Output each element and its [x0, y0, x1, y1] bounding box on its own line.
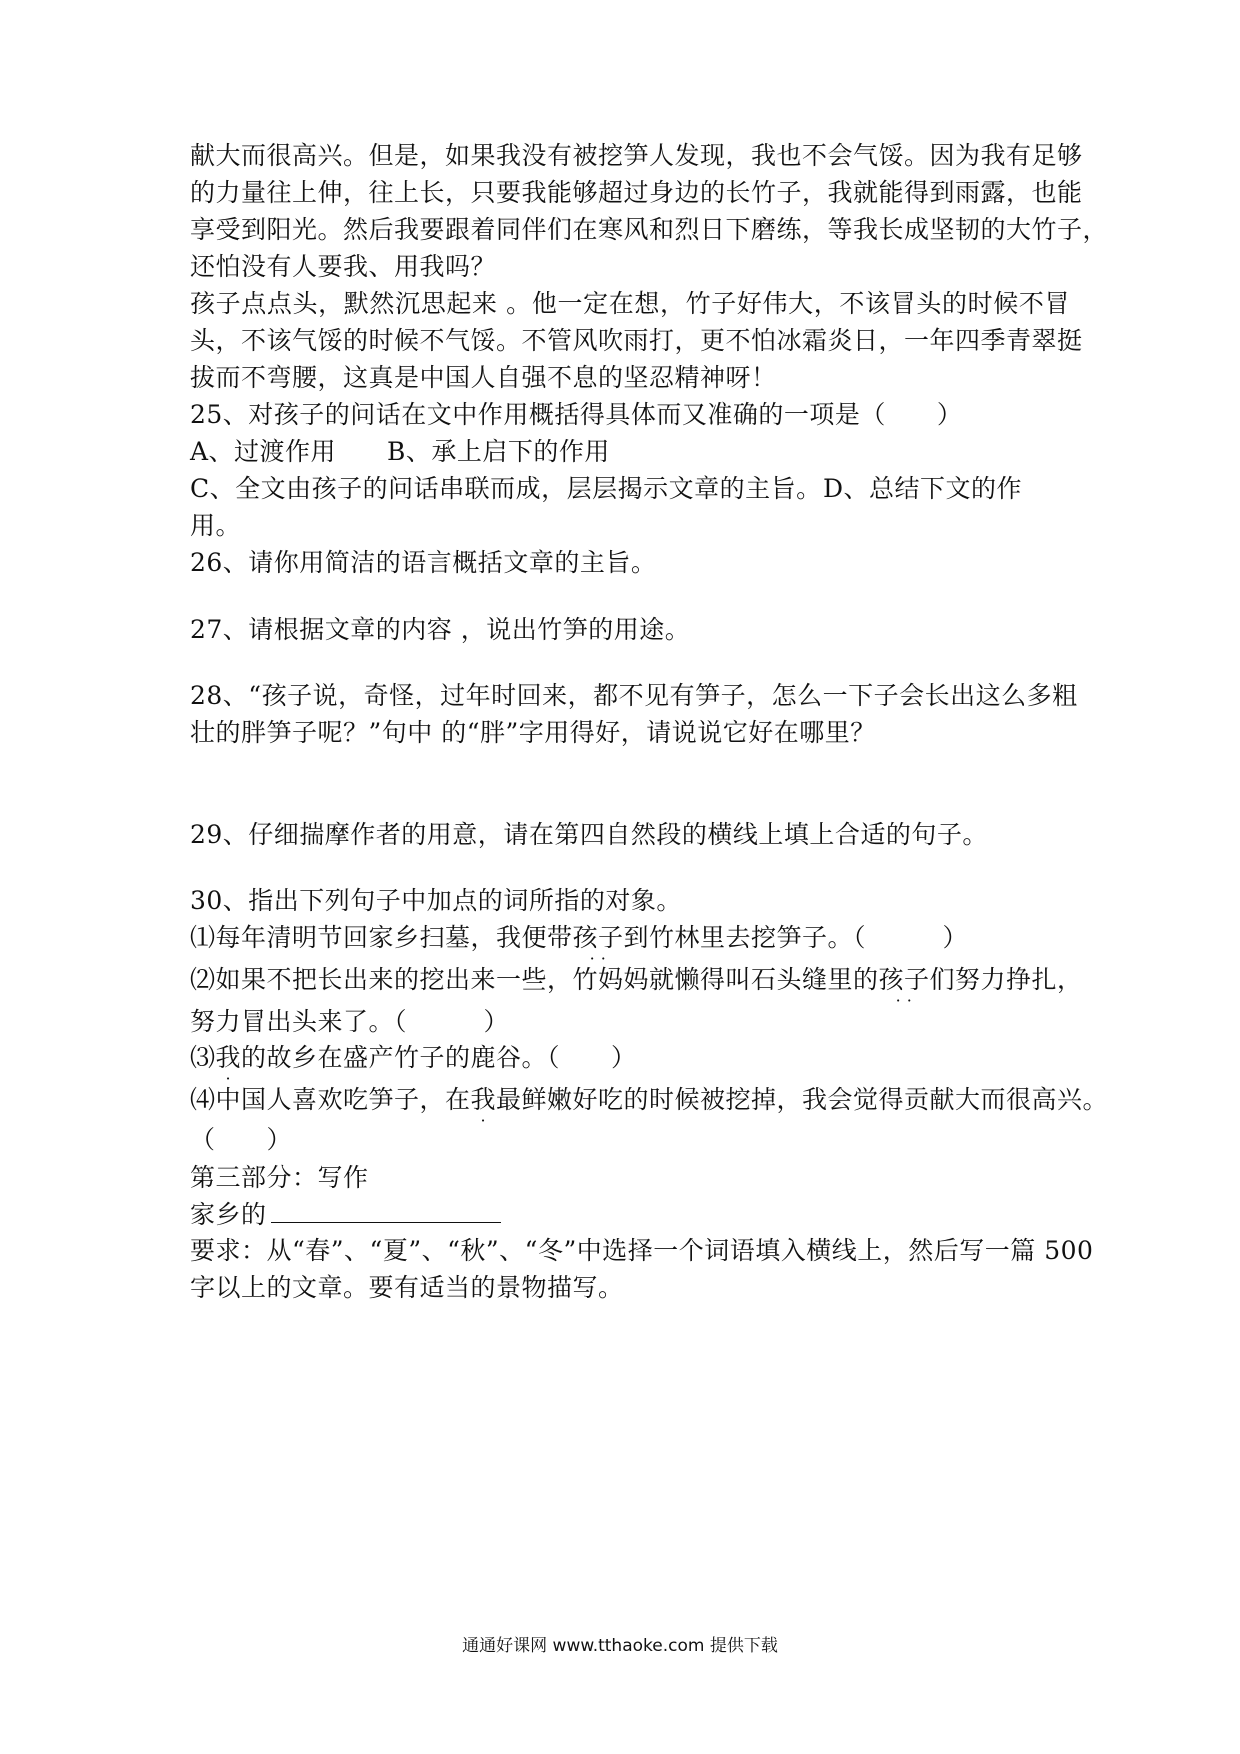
passage-line: 的力量往上伸，往上长，只要我能够超过身边的长竹子，我就能得到雨露，也能	[190, 178, 1083, 207]
question-30-item-2: ⑵如果不把长出来的挖出来一些，竹妈妈就懒得叫石头缝里的孩子 · · 们努力挣扎，	[190, 962, 1070, 998]
dotted-word: 我 ·	[470, 1085, 497, 1130]
question-29: 29、仔细揣摩作者的用意，请在第四自然段的横线上填上合适的句子。	[190, 820, 988, 849]
question-30: 30、指出下列句子中加点的词所指的对象。	[190, 886, 682, 915]
question-25: 25、对孩子的问话在文中作用概括得具体而又准确的一项是（ ）	[190, 400, 963, 429]
question-25-option-d: D、总结下文的作	[823, 474, 1023, 503]
question-25-options-ab: A、过渡作用 B、承上启下的作用	[190, 437, 610, 466]
passage-line: 还怕没有人要我、用我吗？	[190, 252, 497, 281]
question-30-item-4-answer: （ ）	[190, 1125, 293, 1154]
question-28-line-1: 28、“孩子说，奇怪，过年时回来，都不见有笋子，怎么一下子会长出这么多粗	[190, 681, 1078, 710]
writing-requirement-line-1: 要求：从“春”、“夏”、“秋”、“冬”中选择一个词语填入横线上，然后写一篇 500	[190, 1236, 1094, 1265]
question-27: 27、请根据文章的内容 ，说出竹笋的用途。	[190, 615, 691, 644]
writing-heading: 第三部分：写作	[190, 1163, 369, 1192]
passage-line: 孩子点点头，默然沉思起来 。他一定在想，竹子好伟大，不该冒头的时候不冒	[190, 289, 1070, 318]
question-25-option-c-row	[190, 471, 1070, 507]
passage-line: 享受到阳光。然后我要跟着同伴们在寒风和烈日下磨练，等我长成坚韧的大竹子，	[190, 215, 1109, 244]
question-30-item-2-cont: 努力冒出头来了。（ ）	[190, 1007, 510, 1036]
question-25-option-c: C、全文由孩子的问话串联而成，层层揭示文章的主旨。	[190, 474, 822, 503]
dotted-word: 我 ·	[215, 1043, 242, 1088]
page-footer: 通通好课网 www.tthaoke.com 提供下载	[462, 1636, 778, 1656]
emphasis-dot-icon: · ·	[895, 991, 913, 1010]
question-30-item-3: ⑶我 · 的故乡在盛产竹子的鹿谷。（ ）	[190, 1040, 1070, 1076]
emphasis-dot-icon: ·	[480, 1111, 487, 1130]
question-25-option-d-cont: 用。	[190, 511, 242, 540]
writing-requirement-line-2: 字以上的文章。要有适当的景物描写。	[190, 1273, 624, 1302]
writing-title-row	[190, 1196, 1070, 1233]
writing-title-blank[interactable]	[271, 1196, 501, 1223]
question-26: 26、请你用简洁的语言概括文章的主旨。	[190, 548, 657, 577]
passage-line: 头，不该气馁的时候不气馁。不管风吹雨打，更不怕冰霜炎日，一年四季青翠挺	[190, 326, 1083, 355]
question-28-line-2: 壮的胖笋子呢？”句中 的“胖”字用得好，请说说它好在哪里？	[190, 718, 876, 747]
dotted-word: 孩子 · ·	[572, 923, 624, 968]
passage-line: 拔而不弯腰，这真是中国人自强不息的坚忍精神呀！	[190, 363, 777, 392]
question-30-item-4: ⑷中国人喜欢吃笋子，在我 · 最鲜嫩好吃的时候被挖掉，我会觉得贡献大而很高兴。	[190, 1082, 1070, 1118]
dotted-word: 孩子 · ·	[878, 965, 930, 1010]
question-30-item-1: ⑴每年清明节回家乡扫墓，我便带孩子 · · 到竹林里去挖笋子。（ ）	[190, 920, 1070, 956]
emphasis-dot-icon: · ·	[589, 949, 607, 968]
writing-title-prefix: 家乡的	[190, 1200, 267, 1229]
emphasis-dot-icon: ·	[225, 1069, 232, 1088]
passage-line: 献大而很高兴。但是，如果我没有被挖笋人发现，我也不会气馁。因为我有足够	[190, 141, 1083, 170]
